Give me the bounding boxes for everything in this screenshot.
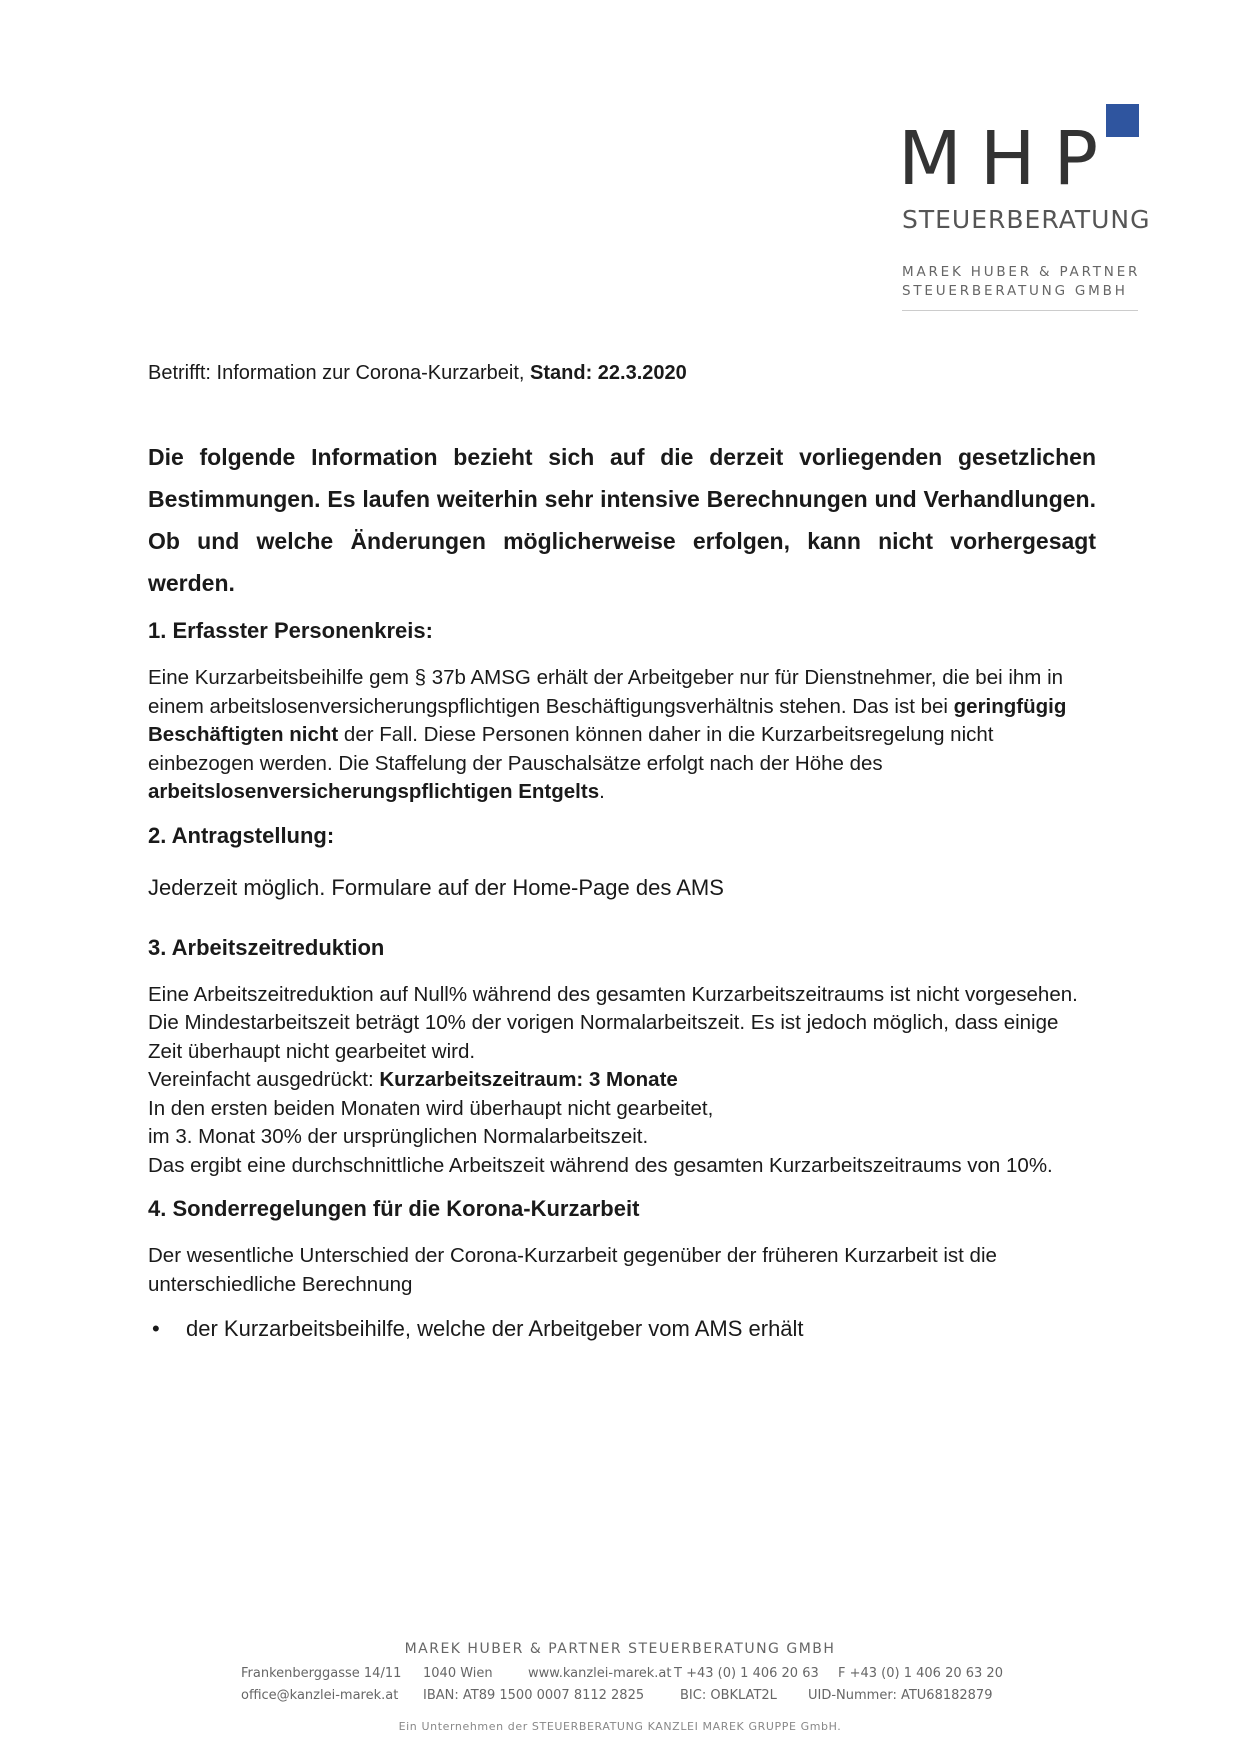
subject-line: [148, 358, 1096, 388]
bullet-icon: •: [152, 1316, 160, 1341]
footer-address: Frankenberggasse 14/11: [241, 1666, 402, 1681]
list-item-text: der Kurzarbeitsbeihilfe, welche der Arbeitgeber vom AMS erhält: [186, 1316, 804, 1341]
footer-iban: IBAN: AT89 1500 0007 8112 2825: [423, 1688, 645, 1703]
intro-paragraph: Die folgende Information bezieht sich auf die derzeit vorliegenden gesetzlichen Bestimmungen. Es laufen weiterhin sehr intensive Berechnungen und Verhandlungen. Ob und welche Änderungen möglicherweise erfolgen, kann nicht vorhergesagt werden.: [148, 444, 1096, 596]
footer-fax: F +43 (0) 1 406 20 63 20: [838, 1666, 1003, 1681]
section-3-line-4: im 3. Monat 30% der ursprünglichen Normalarbeitszeit.: [148, 1125, 649, 1148]
section-3-line-2: [148, 1066, 1096, 1095]
section-1-heading: 1. Erfasster Personenkreis:: [148, 618, 433, 643]
logo-divider: [902, 310, 1138, 311]
footer-uid: UID-Nummer: ATU68182879: [808, 1688, 993, 1703]
section-3-line-2-bold: Kurzarbeitszeitraum: 3 Monate: [379, 1068, 678, 1091]
footer-email: office@kanzlei-marek.at: [241, 1688, 399, 1703]
section-1-text-part: der Fall. Diese Personen können daher in die Kurzarbeitsregelung nicht einbezogen werden. Die Staffelung der Pauschalsätze erfolgt nach der Höhe des: [148, 723, 994, 775]
logo-firm-line-1: MAREK HUBER & PARTNER: [902, 264, 1141, 280]
section-1-text-part: .: [599, 780, 605, 803]
footer-note: Ein Unternehmen der STEUERBERATUNG KANZLEI MAREK GRUPPE GmbH.: [398, 1720, 842, 1733]
section-3-line-5: Das ergibt eine durchschnittliche Arbeitszeit während des gesamten Kurzarbeitszeitraums von 10%.: [148, 1153, 1053, 1177]
list-item: [148, 1313, 1096, 1345]
footer-phone: T +43 (0) 1 406 20 63: [674, 1666, 819, 1681]
subject-prefix: Betrifft: Information zur Corona-Kurzarbeit,: [148, 362, 531, 384]
logo-firm-line-2: STEUERBERATUNG GMBH: [902, 283, 1128, 299]
section-2-text: Jederzeit möglich. Formulare auf der Home-Page des AMS: [148, 874, 724, 900]
section-1-text: [148, 664, 1096, 807]
logo-mark: MHP: [898, 116, 1117, 202]
logo-subtitle: STEUERBERATUNG: [902, 205, 1151, 234]
subject-date: Stand: 22.3.2020: [530, 362, 687, 384]
section-1-text-part: Eine Kurzarbeitsbeihilfe gem § 37b AMSG erhält der Arbeitgeber nur für Dienstnehmer, die bei ihm in einem arbeitslosenversicherungspflichtigen Beschäftigungsverhältnis stehen. Das ist bei: [148, 666, 1064, 718]
section-3-line-2-prefix: Vereinfacht ausgedrückt:: [148, 1068, 380, 1091]
section-3-heading: 3. Arbeitszeitreduktion: [148, 934, 385, 960]
section-4-heading: 4. Sonderregelungen für die Korona-Kurzarbeit: [148, 1196, 640, 1221]
footer-website: www.kanzlei-marek.at: [528, 1666, 672, 1681]
section-1-bold-1: geringfügig Beschäftigten nicht: [148, 694, 1067, 746]
footer-bic: BIC: OBKLAT2L: [680, 1688, 777, 1703]
company-logo: [898, 100, 1151, 315]
section-4-bullet-list: [148, 1313, 1096, 1345]
section-3-line-1: Eine Arbeitszeitreduktion auf Null% während des gesamten Kurzarbeitszeitraums ist nicht vorgesehen. Die Mindestarbeitszeit beträgt 10% der vorigen Normalarbeitszeit. Es ist jedoch möglich, dass einige Zeit überhaupt nicht gearbeitet wird.: [148, 982, 1078, 1063]
footer-firm-name: MAREK HUBER & PARTNER STEUERBERATUNG GMBH: [404, 1641, 836, 1657]
section-3-line-3: In den ersten beiden Monaten wird überhaupt nicht gearbeitet,: [148, 1096, 714, 1120]
section-2-heading: 2. Antragstellung:: [148, 822, 335, 848]
section-4-text: Der wesentliche Unterschied der Corona-Kurzarbeit gegenüber der früheren Kurzarbeit ist die unterschiedliche Berechnung: [148, 1244, 997, 1296]
document-body: [148, 358, 1096, 1345]
section-1-bold-2: arbeitslosenversicherungspflichtigen Entgelts: [148, 780, 600, 803]
section-3-text: [148, 981, 1096, 1181]
footer-city: 1040 Wien: [423, 1666, 493, 1681]
